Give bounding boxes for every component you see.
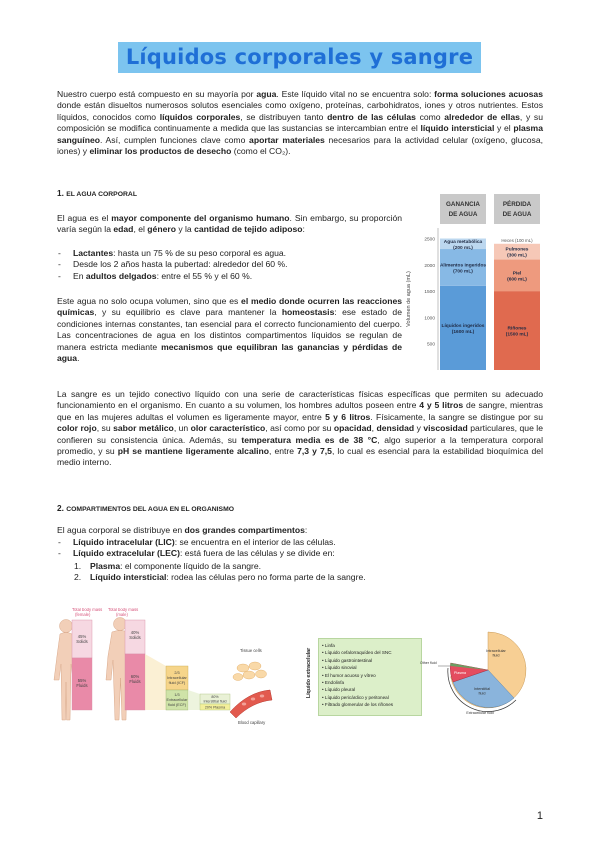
compartments-list (57, 537, 543, 560)
lec-item-label: El humor acuoso y vítreo (324, 672, 376, 678)
gain-header-bg (440, 194, 486, 224)
y-axis-label: Volumen de agua (mL) (406, 271, 412, 327)
pie-label-other: Other fluid (420, 661, 437, 665)
loss-header-bg (494, 194, 540, 224)
loss-header-line-2: DE AGUA (502, 211, 532, 218)
ecf-fraction: 1/3 (174, 693, 180, 697)
gain-segment-amount: (1600 mL) (451, 329, 475, 335)
page-title: Líquidos corporales y sangre (118, 42, 481, 73)
section-2-paragraph-1: El agua corporal se distribuye en dos grandes compartimentos: (57, 525, 308, 535)
gain-segment-label: Agua metabólica (443, 239, 483, 245)
gain-header-line-1: GANANCIA (446, 201, 480, 208)
ecf-expansion-wedge (188, 690, 200, 710)
pie-label-intracellular-2: fluid (492, 653, 500, 658)
icf-label-1: Intracellular (167, 676, 187, 680)
section-1-paragraph-2: Este agua no solo ocupa volumen, sino que es el medio donde ocurren las reacciones químicas, y su equilibrio es clave para mantener la homeostasis: ese estado de condiciones internas constantes, tan esencial para el correcto funcionamiento del cuerpo. Las concentraciones de agua en los distintos compartimentos líquidos se regulan de manera estricta mediante mecanismos que equilibran las ganancias y pérdidas de agua. (57, 296, 402, 364)
list-item (322, 672, 418, 679)
list-item (322, 679, 418, 686)
age-water-list (57, 248, 402, 282)
loss-top-label: Heces (100 mL) (501, 237, 533, 243)
female-header-line-1: Total body mass (72, 608, 103, 612)
loss-segment-label: Pulmones (505, 247, 529, 253)
list-item (322, 649, 418, 656)
male-solids-label: Solids (129, 635, 141, 640)
gain-segment-amount: (700 mL) (453, 269, 473, 275)
gain-segment-label: Líquidos ingeridos (441, 323, 485, 329)
plasma-label: 20% Plasma (204, 705, 226, 710)
section-1-paragraph-3: La sangre es un tejido conectivo líquido con una serie de características físicas específicas que permiten su adecuado funcionamiento en el organismo. En cuanto a su volumen, los hombres adultos poseen entre 4 y 5 litros de sangre, mientras que en las mujeres adultas el volumen es ligeramente mayor, entre 5 y 6 litros. Físicamente, la sangre se distingue por su color rojo, su sabor metálico, un olor característico, así como por su opacidad, densidad y viscosidad particulares, que le confieren su consistencia única. Además, su temperatura media es de 38 °C, algo superior a la temperatura corporal promedio, y su pH se mantiene ligeramente alcalino, entre 7,3 y 7,5, lo cual es esencial para la estabilidad bioquímica del medio interno. (57, 389, 544, 468)
loss-segment-amount: (1500 mL) (505, 332, 529, 338)
intro-paragraph: Nuestro cuerpo está compuesto en su mayoría por agua. Este líquido vital no se encuentra solo: forma soluciones acuosas donde están disueltos numerosos solutos esenciales como oxígeno, proteínas, carbohidratos, iones y otros nutrientes. Estos líquidos, conocidos como líquidos corporales, se distribuyen tanto dentro de las células como alrededor de ellas, y su composición se modifica continuamente a medida que las sustancias se intercambian entre el líquido intersticial y el plasma sanguíneo. Así, cumplen funciones clave como aportar materiales necesarios para la actividad celular (oxígeno, glucosa, iones) y eliminar los productos de desecho (como el CO₂). (57, 89, 544, 157)
lec-item-label: Linfa (324, 643, 335, 648)
page-number: 1 (536, 810, 543, 822)
lec-item-label: Filtrado glomerular de los riñones (324, 702, 394, 708)
lec-item-label: Líquido pericárdico y peritoneal (324, 694, 389, 700)
loss-segment-amount: (300 mL) (507, 253, 527, 259)
pie-label-intracellular-1: Intracellular (486, 649, 506, 653)
fluid-pie-figure (420, 628, 540, 728)
list-item (322, 664, 418, 671)
lec-subdivision-list (74, 561, 534, 584)
male-fluids-label: Fluids (129, 679, 141, 684)
list-item: 2. Líquido intersticial: rodea las células pero no forma parte de la sangre. (74, 572, 366, 583)
icf-label-2: fluid (ICF) (168, 681, 186, 685)
y-tick-label: 2000 (424, 263, 435, 269)
y-tick-label: 500 (426, 342, 435, 348)
icf-fraction: 2/3 (174, 671, 180, 675)
list-item: - Lactantes: hasta un 75 % de su peso corporal es agua. (57, 248, 402, 259)
y-tick-label: 1000 (424, 316, 435, 322)
expansion-wedge (145, 654, 166, 710)
blood-capillary-label: Blood capillary (238, 720, 266, 725)
y-ticks (424, 237, 435, 348)
female-header-line-2: (female) (75, 612, 91, 617)
y-tick-label: 2500 (424, 237, 435, 243)
pie-label-extracellular: Extracellular fluid (466, 711, 494, 715)
lec-item-label: Líquido sinovial (324, 665, 357, 671)
lec-types-list (322, 642, 418, 709)
section-2-heading: 2. COMPARTIMENTOS DEL AGUA EN EL ORGANISMO (57, 503, 235, 513)
list-item (322, 701, 418, 708)
lec-types-box (318, 638, 422, 716)
bullet-dot: • (322, 665, 325, 671)
female-solids-label: Solids (76, 639, 88, 644)
lec-item-label: Líquido cefalorraquídeo del SNC (324, 650, 392, 656)
tissue-cells-cluster (233, 662, 267, 681)
bullet-dot: • (322, 687, 325, 693)
bars (440, 238, 540, 370)
male-header-line-1: Total body mass (108, 608, 139, 612)
loss-segment-label: Riñones (507, 326, 527, 332)
title-wrap (0, 42, 599, 73)
list-item: - En adultos delgados: entre el 55 % y el 60 %. (57, 271, 402, 282)
male-fluids-percent: 60% (130, 674, 140, 679)
bullet-dot: • (322, 672, 325, 678)
loss-header-line-1: PÉRDIDA (502, 201, 532, 208)
list-item (322, 694, 418, 701)
list-item (322, 642, 418, 649)
loss-segment-amount: (600 mL) (507, 277, 527, 283)
ecf-label-1: Extracellular (166, 698, 188, 702)
female-fluids-percent: 55% (77, 678, 87, 683)
lec-item-label: Endolinfa (324, 680, 345, 686)
tissue-cells-label: Tissue cells (240, 648, 262, 653)
list-item (322, 686, 418, 693)
water-balance-chart (398, 194, 548, 374)
section-1-paragraph-1: El agua es el mayor componente del organismo humano. Sin embargo, su proporción varía según la edad, el género y la cantidad de tejido adiposo: (57, 213, 402, 235)
bullet-dot: • (322, 702, 325, 708)
bullet-dot: • (322, 694, 325, 700)
pie-label-interstitial-2: fluid (478, 691, 486, 696)
section-1-heading: 1. EL AGUA CORPORAL (57, 188, 137, 198)
gain-header-line-2: DE AGUA (448, 211, 478, 218)
lec-item-label: Líquido pleural (324, 687, 356, 693)
loss-segment-label: Piel (512, 271, 522, 277)
male-header-line-2: (male) (116, 612, 128, 617)
body-water-figure (48, 608, 273, 726)
interstitial-label: Interstitial fluid (203, 699, 227, 704)
list-item: - Desde los 2 años hasta la pubertad: alrededor del 60 %. (57, 259, 402, 270)
bullet-dot: • (322, 680, 325, 686)
ecf-label-2: fluid (ECF) (167, 703, 187, 707)
list-item: - Líquido extracelular (LEC): está fuera de las células y se divide en: (57, 548, 543, 559)
bullet-dot: • (322, 643, 325, 648)
list-item: 1. Plasma: el componente líquido de la sangre. (74, 561, 262, 571)
list-item (322, 657, 418, 664)
gain-segment-label: Alimentos ingeridos (439, 263, 487, 269)
lec-types-figure (304, 638, 424, 718)
gain-segment-amount: (200 mL) (453, 245, 473, 251)
blood-capillary-vessel (230, 690, 272, 718)
lec-item-label: Líquido gastrointestinal (324, 657, 373, 663)
lec-vertical-label: Líquido extracelular (306, 647, 312, 699)
interstitial-percent: 80% (211, 695, 219, 699)
female-fluids-label: Fluids (76, 683, 88, 688)
male-solids-percent: 40% (130, 630, 140, 635)
pie-label-interstitial-1: Interstitial (473, 687, 491, 691)
female-solids-percent: 45% (77, 634, 87, 639)
pie-label-plasma: Plasma (454, 671, 466, 675)
bullet-dot: • (322, 657, 325, 663)
list-item: - Líquido intracelular (LIC): se encuentra en el interior de las células. (57, 537, 543, 548)
y-tick-label: 1500 (424, 290, 435, 296)
bullet-dot: • (322, 650, 325, 656)
